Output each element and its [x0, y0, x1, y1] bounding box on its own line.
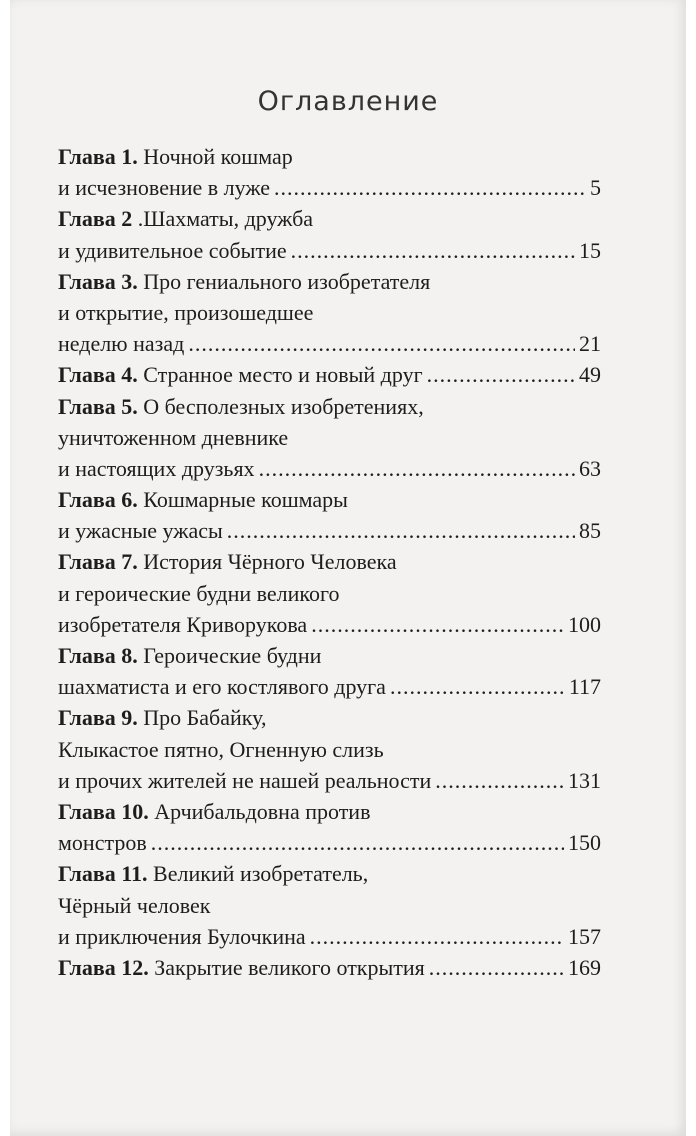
- chapter-title-line: шахматиста и его костлявого друга: [58, 674, 386, 700]
- chapter-title-line: монстров: [58, 830, 147, 856]
- dot-leader: [310, 921, 564, 952]
- dot-leader: [227, 515, 575, 546]
- page-number: 150: [568, 830, 601, 856]
- chapter-label: Глава 4.: [58, 362, 138, 388]
- toc-entry: [58, 796, 601, 858]
- toc-line: [58, 172, 601, 203]
- chapter-title-line: и настоящих друзьях: [58, 455, 255, 481]
- chapter-title-line: и исчезновение в луже: [58, 175, 271, 201]
- chapter-label: Глава 12.: [58, 954, 149, 980]
- chapter-title-line: Арчибальдовна против: [154, 798, 371, 824]
- chapter-title-line: Ночной кошмар: [143, 144, 293, 169]
- chapter-label: Глава 10.: [58, 798, 149, 824]
- toc-line: [58, 422, 601, 453]
- chapter-title-line: Героические будни: [143, 643, 322, 668]
- toc-line: [58, 734, 601, 765]
- toc-entry: [58, 203, 601, 265]
- toc-heading: Оглавление: [257, 86, 439, 117]
- toc-line: [58, 827, 601, 858]
- dot-leader: [188, 328, 575, 359]
- toc-entry: [58, 952, 601, 983]
- page-number: 117: [568, 674, 601, 700]
- dot-leader: [274, 172, 586, 203]
- chapter-label: Глава 11.: [58, 861, 148, 887]
- toc-entry: [58, 702, 601, 796]
- chapter-label: Глава 6.: [58, 487, 138, 513]
- chapter-title-line: .Шахматы, дружба: [137, 206, 314, 232]
- dot-leader: [151, 827, 564, 858]
- chapter-title-line: Про гениального изобретателя: [143, 268, 431, 294]
- dot-leader: [311, 609, 564, 640]
- toc-entry: [58, 141, 601, 203]
- page-number: 85: [579, 518, 601, 544]
- page-number: 100: [568, 611, 601, 637]
- toc-entry: [58, 484, 601, 546]
- chapter-title-line: Про Бабайку,: [143, 705, 267, 731]
- page-number: 5: [590, 175, 601, 201]
- toc-entry: [58, 640, 601, 702]
- toc-line: [58, 391, 601, 422]
- toc-entry: [58, 359, 601, 390]
- chapter-title-line: и удивительное событие: [58, 237, 287, 263]
- toc-line: [58, 328, 601, 359]
- page-number: 157: [568, 923, 601, 949]
- toc-line: [58, 702, 601, 733]
- chapter-title-line: Странное место и новый друг: [143, 362, 423, 388]
- dot-leader: [291, 235, 575, 266]
- chapter-title-line: и прочих жителей не нашей реальности: [58, 767, 432, 793]
- chapter-title-line: Закрытие великого открытия: [154, 954, 425, 980]
- toc-line: [58, 484, 601, 515]
- chapter-label: Глава 1.: [58, 144, 138, 169]
- toc-line: [58, 546, 601, 577]
- chapter-label: Глава 7.: [58, 549, 138, 575]
- chapter-title-line: О бесполезных изобретениях,: [143, 393, 424, 419]
- chapter-title-line: уничтоженном дневнике: [58, 424, 289, 450]
- chapter-title-line: История Чёрного Человека: [143, 549, 397, 575]
- chapter-label: Глава 9.: [58, 705, 138, 731]
- toc-entry: [58, 858, 601, 952]
- chapter-label: Глава 8.: [58, 643, 138, 668]
- chapter-label: Глава 2: [58, 206, 133, 232]
- toc-entry: [58, 266, 601, 360]
- dot-leader: [427, 359, 575, 390]
- toc-line: [58, 453, 601, 484]
- toc-line: [58, 765, 601, 796]
- dot-leader: [435, 765, 564, 796]
- toc-line: [58, 203, 601, 234]
- page-number: 63: [579, 455, 601, 481]
- toc-line: [58, 359, 601, 390]
- chapter-title-line: Чёрный человек: [58, 892, 211, 918]
- toc-entry: [58, 391, 601, 485]
- toc-line: [58, 952, 601, 983]
- chapter-title-line: Клыкастое пятно, Огненную слизь: [58, 736, 384, 762]
- chapter-label: Глава 5.: [58, 393, 138, 419]
- dot-leader: [259, 453, 575, 484]
- chapter-title-line: Кошмарные кошмары: [143, 487, 348, 513]
- toc-line: [58, 640, 601, 671]
- dot-leader: [429, 952, 564, 983]
- chapter-title-line: и ужасные ужасы: [58, 518, 223, 544]
- toc-line: [58, 671, 601, 702]
- toc-line: [58, 266, 601, 297]
- toc-line: [58, 578, 601, 609]
- toc-line: [58, 515, 601, 546]
- dot-leader: [390, 671, 565, 702]
- page-number: 131: [568, 767, 601, 793]
- chapter-title-line: и приключения Булочкина: [58, 923, 306, 949]
- toc-line: [58, 609, 601, 640]
- chapter-title-line: и героические будни великого: [58, 580, 340, 606]
- toc-line: [58, 297, 601, 328]
- chapter-title-line: изобретателя Криворукова: [58, 611, 308, 637]
- table-of-contents: [58, 141, 601, 983]
- toc-line: [58, 796, 601, 827]
- page-number: 21: [579, 331, 601, 357]
- chapter-title-line: неделю назад: [58, 331, 185, 357]
- chapter-label: Глава 3.: [58, 268, 138, 294]
- chapter-title-line: и открытие, произошедшее: [58, 299, 314, 325]
- page-number: 169: [568, 954, 601, 980]
- toc-entry: [58, 546, 601, 640]
- toc-line: [58, 921, 601, 952]
- toc-line: [58, 235, 601, 266]
- toc-line: [58, 890, 601, 921]
- chapter-title-line: Великий изобретатель,: [153, 861, 369, 887]
- toc-line: [58, 858, 601, 889]
- toc-line: [58, 141, 601, 172]
- book-page: [10, 0, 686, 1136]
- page-number: 49: [579, 362, 601, 388]
- page-number: 15: [579, 237, 601, 263]
